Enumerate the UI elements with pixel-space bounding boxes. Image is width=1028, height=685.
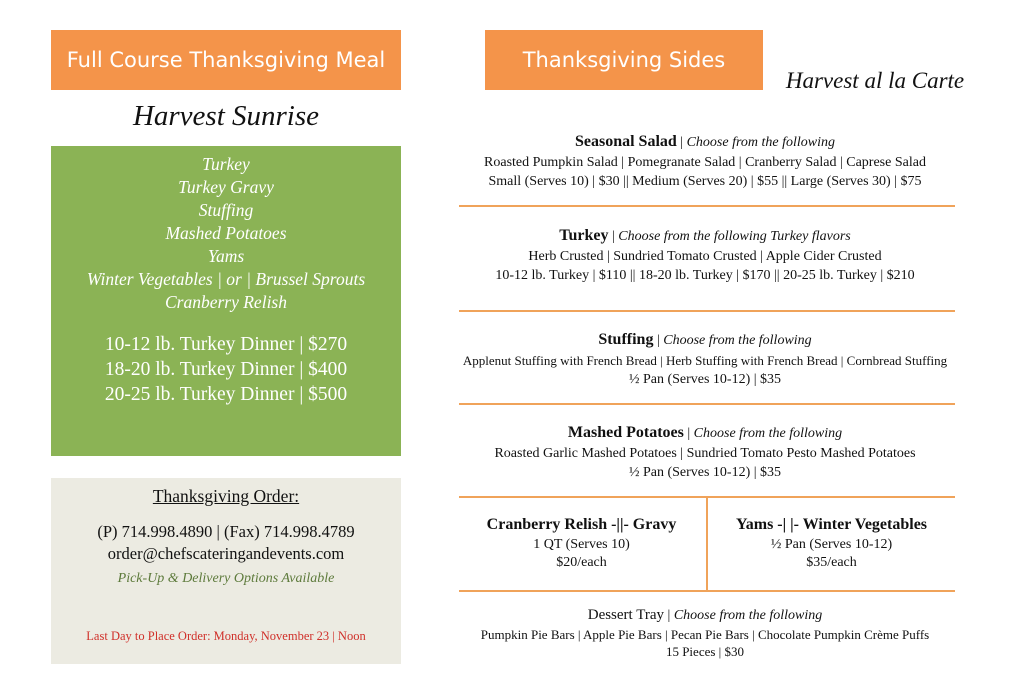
section-mashed-potatoes — [440, 423, 970, 482]
section-divider — [459, 590, 955, 592]
section-line: 10-12 lb. Turkey | $110 || 18-20 lb. Turkey | $170 || 20-25 lb. Turkey | $210 — [495, 268, 915, 283]
section-seasonal-salad — [440, 132, 970, 191]
section-subtitle: Choose from the following Turkey flavors — [618, 229, 851, 244]
meal-price: 18-20 lb. Turkey Dinner | $400 — [104, 359, 348, 380]
section-line: ½ Pan (Serves 10-12) | $35 — [628, 465, 782, 480]
section-separator: | — [676, 135, 687, 150]
order-email: order@chefscateringandevents.com — [107, 544, 345, 563]
section-line: Roasted Pumpkin Salad | Pomegranate Salad | Cranberry Salad | Caprese Salad — [484, 155, 926, 170]
section-subtitle: Choose from the following — [663, 333, 812, 348]
section-line: Herb Crusted | Sundried Tomato Crusted | Apple Cider Crusted — [528, 249, 882, 264]
meal-item: Winter Vegetables | or | Brussel Sprouts — [86, 269, 366, 289]
section-turkey — [440, 226, 970, 285]
meal-menu-box — [51, 146, 401, 456]
al-la-carte-title: Harvest al la Carte — [785, 68, 965, 93]
section-divider — [459, 205, 955, 207]
section-subtitle: Choose from the following — [693, 426, 843, 441]
meal-items-list — [51, 153, 401, 314]
full-course-banner-text: Full Course Thanksgiving Meal — [66, 48, 386, 72]
order-phone: (P) 714.998.4890 | (Fax) 714.998.4789 — [97, 522, 355, 541]
section-name: Cranberry Relish -||- Gravy — [486, 516, 677, 533]
section-line: Applenut Stuffing with French Bread | Herb Stuffing with French Bread | Cornbread Stuffing — [462, 353, 948, 368]
section-line: Small (Serves 10) | $30 || Medium (Serves 20) | $55 || Large (Serves 30) | $75 — [488, 174, 922, 189]
section-separator: | — [608, 229, 619, 244]
meal-item: Turkey Gravy — [178, 177, 274, 197]
section-dessert-tray — [440, 605, 970, 660]
section-cranberry-gravy — [459, 514, 704, 572]
section-line: 15 Pieces | $30 — [665, 644, 745, 659]
meal-item: Stuffing — [198, 200, 254, 220]
section-divider — [459, 310, 955, 312]
section-line: ½ Pan (Serves 10-12) — [770, 537, 893, 552]
order-options: Pick-Up & Delivery Options Available — [117, 571, 335, 586]
section-name: Yams -| |- Winter Vegetables — [735, 516, 928, 533]
meal-item: Cranberry Relish — [164, 292, 287, 312]
section-subtitle: Choose from the following — [686, 135, 836, 150]
section-subtitle: Choose from the following — [673, 608, 823, 623]
section-name: Stuffing — [598, 331, 654, 348]
section-line: Roasted Garlic Mashed Potatoes | Sundried Tomato Pesto Mashed Potatoes — [494, 446, 916, 461]
section-line: Pumpkin Pie Bars | Apple Pie Bars | Pecan Pie Bars | Chocolate Pumpkin Crème Puffs — [480, 627, 930, 642]
section-line: ½ Pan (Serves 10-12) | $35 — [628, 372, 782, 387]
meal-price: 20-25 lb. Turkey Dinner | $500 — [104, 384, 348, 405]
section-line: $35/each — [806, 555, 857, 570]
section-name: Seasonal Salad — [574, 133, 677, 150]
section-name: Turkey — [559, 227, 609, 244]
section-line: $20/each — [556, 555, 607, 570]
meal-item: Mashed Potatoes — [165, 223, 287, 243]
section-divider — [459, 403, 955, 405]
meal-item: Yams — [207, 246, 245, 266]
order-info-box — [51, 478, 401, 664]
sides-banner — [485, 30, 763, 90]
sides-banner-text: Thanksgiving Sides — [522, 48, 726, 72]
order-title: Thanksgiving Order: — [152, 486, 300, 506]
section-yams-vegetables — [708, 514, 955, 572]
harvest-sunrise-title: Harvest Sunrise — [132, 100, 320, 132]
order-deadline: Last Day to Place Order: Monday, November 23 | Noon — [86, 629, 366, 643]
section-stuffing — [440, 330, 970, 389]
meal-item: Turkey — [202, 154, 250, 174]
section-name: Dessert Tray — [587, 607, 664, 623]
section-separator: | — [653, 333, 664, 348]
section-separator: | — [664, 608, 674, 623]
section-separator: | — [683, 426, 694, 441]
section-name: Mashed Potatoes — [567, 424, 684, 441]
meal-price: 10-12 lb. Turkey Dinner | $270 — [104, 334, 348, 355]
section-line: 1 QT (Serves 10) — [533, 537, 630, 552]
full-course-banner — [51, 30, 401, 90]
meal-prices-list — [51, 332, 401, 407]
